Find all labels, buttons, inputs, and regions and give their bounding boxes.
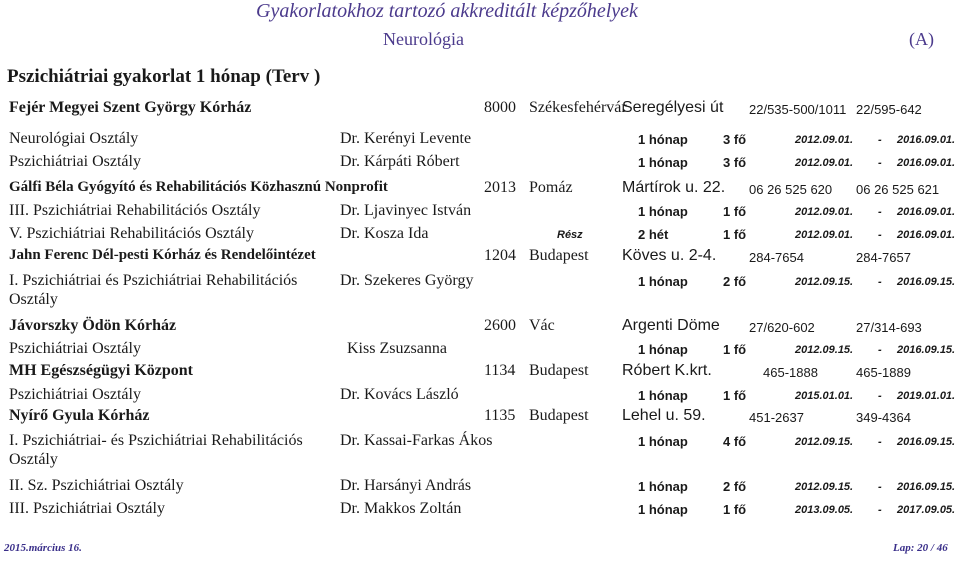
unit-count: 1 fő (723, 204, 747, 219)
institution-city: Budapest (529, 362, 589, 379)
institution-fax: 465-1889 (856, 365, 911, 380)
institution-street: Mártírok u. 22. (622, 179, 726, 196)
unit-name: III. Pszichiátriai Osztály (9, 500, 165, 517)
unit-count: 1 fő (723, 502, 747, 517)
unit-date-from: 2012.09.01. (795, 229, 854, 241)
institution-phone: 06 26 525 620 (749, 182, 833, 197)
institution-zip: 1134 (484, 362, 516, 379)
institution-fax: 06 26 525 621 (856, 182, 940, 197)
unit-head: Dr. Makkos Zoltán (340, 500, 462, 517)
unit-date-dash: - (878, 344, 882, 356)
unit-count: 1 fő (723, 227, 747, 242)
unit-count: 1 fő (723, 388, 747, 403)
unit-name: Neurológiai Osztály (9, 130, 139, 147)
unit-name: Pszichiátriai Osztály (9, 340, 141, 357)
institution-zip: 1204 (484, 247, 516, 264)
unit-date-dash: - (878, 134, 882, 146)
unit-head: Dr. Kassai-Farkas Ákos (340, 432, 493, 449)
unit-date-to: 2017.09.05. (897, 504, 956, 516)
unit-count: 2 fő (723, 274, 747, 289)
institution-zip: 2013 (484, 179, 516, 196)
unit-name-line1: I. Pszichiátriai- és Pszichiátriai Rehabilitációs (9, 432, 303, 449)
institution-street: Köves u. 2-4. (622, 247, 717, 264)
unit-duration: 1 hónap (638, 502, 688, 517)
institution-zip: 2600 (484, 317, 516, 334)
institution-city: Budapest (529, 247, 589, 264)
unit-date-dash: - (878, 157, 882, 169)
unit-date-to: 2016.09.01. (897, 229, 956, 241)
footer-page-number: Lap: 20 / 46 (893, 542, 948, 554)
institution-phone: 451-2637 (749, 410, 804, 425)
unit-duration: 2 hét (638, 227, 669, 242)
unit-date-from: 2012.09.15. (795, 436, 854, 448)
unit-duration: 1 hónap (638, 204, 688, 219)
subject-title: Neurológia (383, 29, 464, 49)
unit-count: 4 fő (723, 434, 747, 449)
unit-date-from: 2012.09.01. (795, 206, 854, 218)
institution-city: Budapest (529, 407, 589, 424)
unit-date-to: 2019.01.01. (897, 390, 956, 402)
unit-head: Dr. Harsányi András (340, 477, 472, 494)
unit-name-line2: Osztály (9, 451, 58, 468)
unit-date-dash: - (878, 229, 882, 241)
institution-fax: 284-7657 (856, 250, 911, 265)
footer-date: 2015.március 16. (4, 542, 82, 554)
unit-name: III. Pszichiátriai Rehabilitációs Osztály (9, 202, 261, 219)
institution-name: Jávorszky Ödön Kórház (9, 317, 177, 334)
institution-name: Jahn Ferenc Dél-pesti Kórház és Rendelőintézet (9, 247, 316, 263)
unit-name-line1: I. Pszichiátriai és Pszichiátriai Rehabilitációs (9, 272, 298, 289)
unit-status: Rész (557, 229, 583, 241)
unit-date-dash: - (878, 390, 882, 402)
institution-city: Vác (529, 317, 555, 334)
institution-street: Lehel u. 59. (622, 407, 706, 424)
unit-head: Dr. Ljavinyec István (340, 202, 472, 219)
unit-date-to: 2016.09.15. (897, 344, 956, 356)
unit-head: Kiss Zsuzsanna (347, 340, 447, 357)
unit-duration: 1 hónap (638, 388, 688, 403)
unit-duration: 1 hónap (638, 274, 688, 289)
institution-city: Pomáz (529, 179, 573, 196)
unit-name: Pszichiátriai Osztály (9, 386, 141, 403)
unit-date-from: 2015.01.01. (795, 390, 854, 402)
unit-name: V. Pszichiátriai Rehabilitációs Osztály (9, 225, 254, 242)
institution-name: Gálfi Béla Gyógyító és Rehabilitációs Közhasznú Nonprofit (9, 179, 388, 195)
unit-name: Pszichiátriai Osztály (9, 153, 141, 170)
unit-date-from: 2012.09.15. (795, 276, 854, 288)
unit-name-line2: Osztály (9, 291, 58, 308)
unit-date-to: 2016.09.15. (897, 436, 956, 448)
institution-city: Székesfehérvár (529, 99, 627, 116)
unit-duration: 1 hónap (638, 479, 688, 494)
institution-name: Fejér Megyei Szent György Kórház (9, 99, 252, 116)
unit-date-to: 2016.09.01. (897, 157, 956, 169)
unit-count: 3 fő (723, 132, 747, 147)
unit-name: II. Sz. Pszichiátriai Osztály (9, 477, 184, 494)
unit-duration: 1 hónap (638, 155, 688, 170)
unit-date-from: 2012.09.15. (795, 344, 854, 356)
institution-phone: 27/620-602 (749, 320, 815, 335)
unit-date-to: 2016.09.01. (897, 206, 956, 218)
unit-head: Dr. Szekeres György (340, 272, 474, 289)
unit-date-from: 2012.09.01. (795, 157, 854, 169)
unit-date-from: 2012.09.01. (795, 134, 854, 146)
institution-street: Róbert K.krt. (622, 362, 712, 379)
unit-date-dash: - (878, 481, 882, 493)
institution-name: Nyírő Gyula Kórház (9, 407, 150, 424)
unit-head: Dr. Kovács László (340, 386, 459, 403)
category-label: (A) (909, 29, 934, 49)
unit-date-to: 2016.09.15. (897, 276, 956, 288)
unit-head: Dr. Kosza Ida (340, 225, 429, 242)
unit-date-dash: - (878, 206, 882, 218)
institution-name: MH Egészségügyi Központ (9, 362, 193, 379)
unit-date-from: 2013.09.05. (795, 504, 854, 516)
unit-date-to: 2016.09.01. (897, 134, 956, 146)
unit-count: 3 fő (723, 155, 747, 170)
institution-fax: 22/595-642 (856, 102, 922, 117)
institution-zip: 8000 (484, 99, 516, 116)
unit-duration: 1 hónap (638, 342, 688, 357)
institution-street: Seregélyesi út (622, 99, 724, 116)
unit-date-dash: - (878, 276, 882, 288)
unit-head: Dr. Kerényi Levente (340, 130, 472, 147)
institution-street: Argenti Döme (622, 317, 720, 334)
unit-duration: 1 hónap (638, 132, 688, 147)
unit-duration: 1 hónap (638, 434, 688, 449)
unit-count: 2 fő (723, 479, 747, 494)
unit-date-from: 2012.09.15. (795, 481, 854, 493)
unit-head: Dr. Kárpáti Róbert (340, 153, 460, 170)
institution-phone: 22/535-500/1011 (749, 102, 847, 117)
unit-date-dash: - (878, 504, 882, 516)
institution-fax: 349-4364 (856, 410, 911, 425)
unit-count: 1 fő (723, 342, 747, 357)
unit-date-dash: - (878, 436, 882, 448)
document-title: Gyakorlatokhoz tartozó akkreditált képzőhelyek (256, 0, 638, 22)
section-title: Pszichiátriai gyakorlat 1 hónap (Terv ) (7, 66, 321, 87)
institution-zip: 1135 (484, 407, 516, 424)
institution-phone: 465-1888 (763, 365, 818, 380)
institution-phone: 284-7654 (749, 250, 804, 265)
unit-date-to: 2016.09.15. (897, 481, 956, 493)
institution-fax: 27/314-693 (856, 320, 922, 335)
